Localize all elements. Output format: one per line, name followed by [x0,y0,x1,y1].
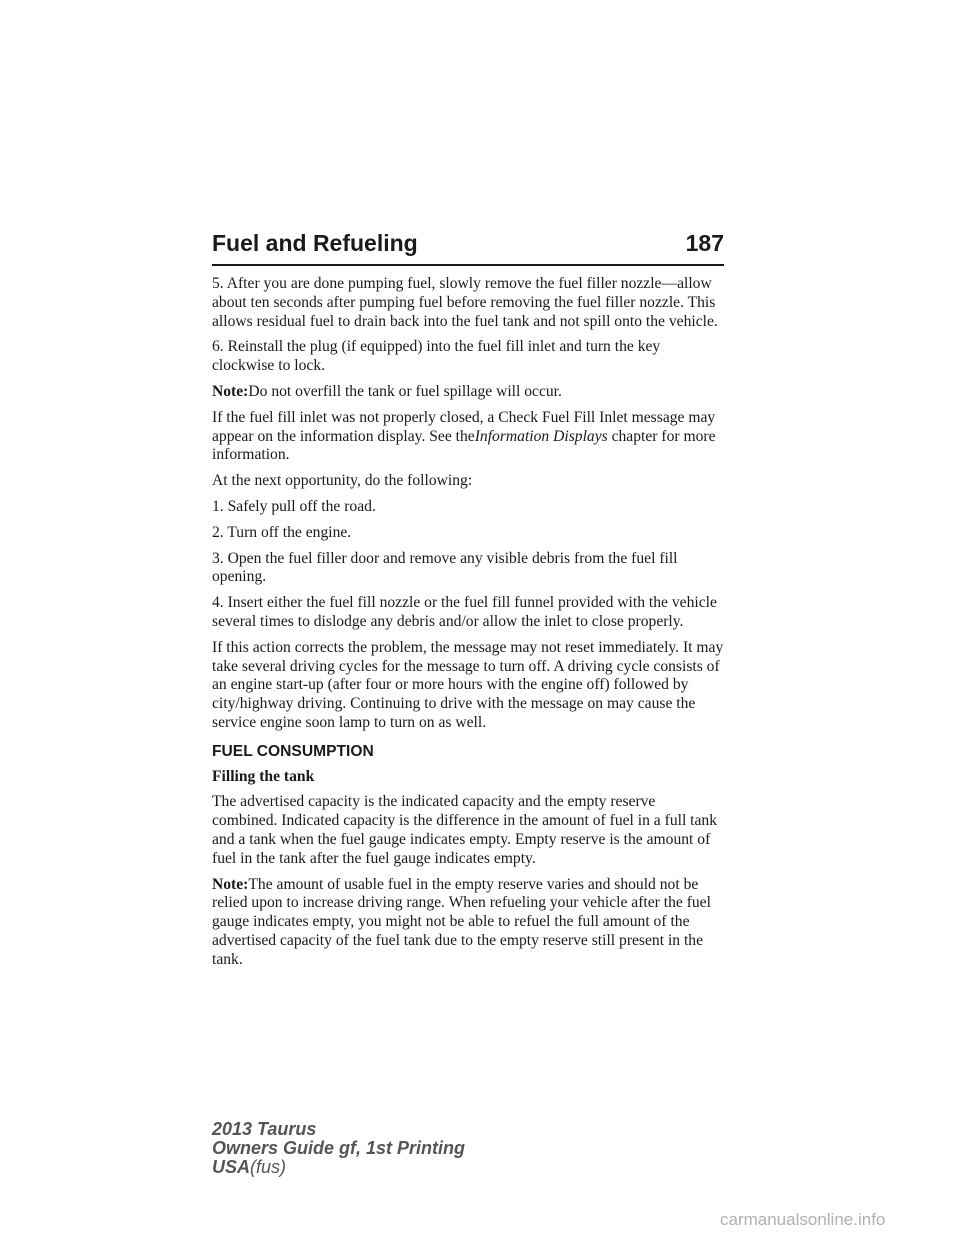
paragraph: 5. After you are done pumping fuel, slowly remove the fuel filler nozzle—allow about ten seconds after pumping fuel before removing the fuel filler nozzle. This allows residual fuel to drain back into the fuel tank and not spill onto the vehicle. [212,275,718,330]
step: 1. Safely pull off the road. [212,497,376,515]
paragraph: The advertised capacity is the indicated capacity and the empty reserve combined. Indicated capacity is the difference in the amount of fuel in a full tank and a tank when the fuel gauge indicates empty. Empty reserve is the amount of fuel in the tank after the fuel gauge indicates empty. [212,793,718,867]
page-footer [212,1120,465,1177]
note-text: The amount of usable fuel in the empty reserve varies and should not be relied upon to increase driving range. When refueling your vehicle after the fuel gauge indicates empty, you might not be able to refuel the full amount of the advertised capacity of the fuel tank due to the empty reserve still present in the tank. [212,875,711,968]
page-header [212,228,724,258]
paragraph: 6. Reinstall the plug (if equipped) into the fuel fill inlet and turn the key clockwise to lock. [212,338,661,375]
note-label: Note: [212,382,249,400]
paragraph-text: If the fuel fill inlet was not properly closed, a Check Fuel Fill Inlet message may appear on the information display. See the [212,408,716,445]
section-heading: FUEL CONSUMPTION [212,742,374,760]
paragraph [212,409,724,465]
page-body [212,275,724,977]
paragraph-text: chapter for more information. [212,427,716,464]
footer-guide: Owners Guide gf, 1st Printing [212,1138,466,1158]
page-number: 187 [685,230,724,256]
note [212,383,724,402]
chapter-reference: Information Displays [474,427,608,445]
footer-model: 2013 Taurus [212,1119,317,1139]
chapter-title: Fuel and Refueling [212,230,418,256]
subheading: Filling the tank [212,767,315,785]
watermark: carmanualsonline.info [720,1210,886,1229]
step: 3. Open the fuel filler door and remove any visible debris from the fuel fill opening. [212,549,678,586]
step: 4. Insert either the fuel fill nozzle or the fuel fill funnel provided with the vehicle several times to dislodge any debris and/or allow the inlet to close properly. [212,594,717,630]
note-label: Note: [212,875,249,893]
step: 2. Turn off the engine. [212,523,352,541]
paragraph: At the next opportunity, do the following: [212,472,473,490]
note-text: Do not overfill the tank or fuel spillage will occur. [248,382,562,400]
footer-code: (fus) [250,1157,287,1177]
footer-market [212,1158,465,1177]
note [212,876,724,970]
header-rule [212,264,724,266]
footer-country: USA [212,1157,251,1177]
paragraph: If this action corrects the problem, the message may not reset immediately. It may take several driving cycles for the message to turn off. A driving cycle consists of an engine start-up (after four or more hours with the engine off) followed by city/highway driving. Continuing to drive with the message on may cause the service engine soon lamp to turn on as well. [212,638,724,731]
